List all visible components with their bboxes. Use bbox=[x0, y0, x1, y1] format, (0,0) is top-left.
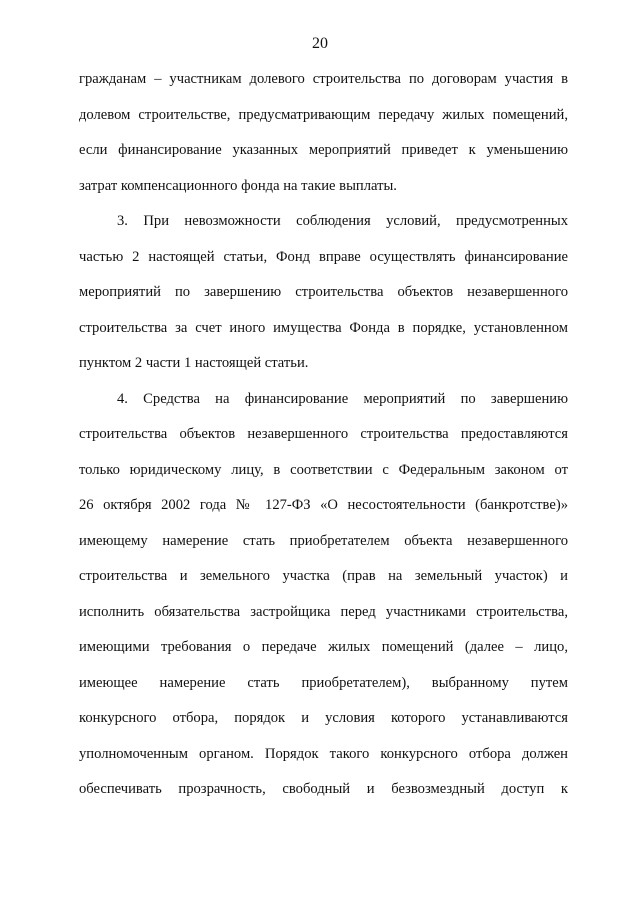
paragraph-item-3 bbox=[79, 204, 568, 382]
text-line: имеющими требования о передаче жилых помещений (далее – лицо, bbox=[79, 639, 568, 655]
document-body bbox=[79, 62, 568, 808]
text-line: имеющее намерение стать приобретателем), выбранному путем bbox=[79, 674, 568, 691]
text-line: мероприятий по завершению строительства объектов незавершенного bbox=[79, 284, 568, 300]
paragraph-item-4 bbox=[79, 382, 568, 808]
text-line: 3. При невозможности соблюдения условий, предусмотренных bbox=[117, 213, 568, 229]
paragraph-continuation bbox=[79, 62, 568, 204]
text-line: строительства и земельного участка (прав на земельный участок) и bbox=[79, 568, 568, 584]
text-line: пунктом 2 части 1 настоящей статьи. bbox=[79, 355, 309, 371]
text-line: долевом строительстве, предусматривающим передачу жилых помещений, bbox=[79, 106, 568, 123]
text-line: строительства объектов незавершенного строительства предоставляются bbox=[79, 426, 568, 442]
text-line: уполномоченным органом. Порядок такого конкурсного отбора должен bbox=[79, 745, 568, 762]
text-line: гражданам – участникам долевого строительства по договорам участия в bbox=[79, 71, 568, 87]
text-line: конкурсного отбора, порядок и условия которого устанавливаются bbox=[79, 710, 568, 726]
text-line: если финансирование указанных мероприятий приведет к уменьшению bbox=[79, 142, 568, 158]
text-line: обеспечивать прозрачность, свободный и безвозмездный доступ к bbox=[79, 781, 568, 797]
text-line: 26 октября 2002 года № 127-ФЗ «О несостоятельности (банкротстве)» bbox=[79, 497, 568, 513]
text-line: строительства за счет иного имущества Фонда в порядке, установленном bbox=[79, 319, 568, 336]
text-line: 4. Средства на финансирование мероприятий по завершению bbox=[117, 390, 568, 407]
text-line: только юридическому лицу, в соответствии с Федеральным законом от bbox=[79, 461, 568, 478]
text-line: имеющему намерение стать приобретателем объекта незавершенного bbox=[79, 532, 568, 549]
text-line: частью 2 настоящей статьи, Фонд вправе осуществлять финансирование bbox=[79, 248, 568, 265]
page-number: 20 bbox=[312, 35, 328, 52]
text-line: затрат компенсационного фонда на такие выплаты. bbox=[79, 177, 397, 194]
text-line: исполнить обязательства застройщика перед участниками строительства, bbox=[79, 603, 568, 620]
